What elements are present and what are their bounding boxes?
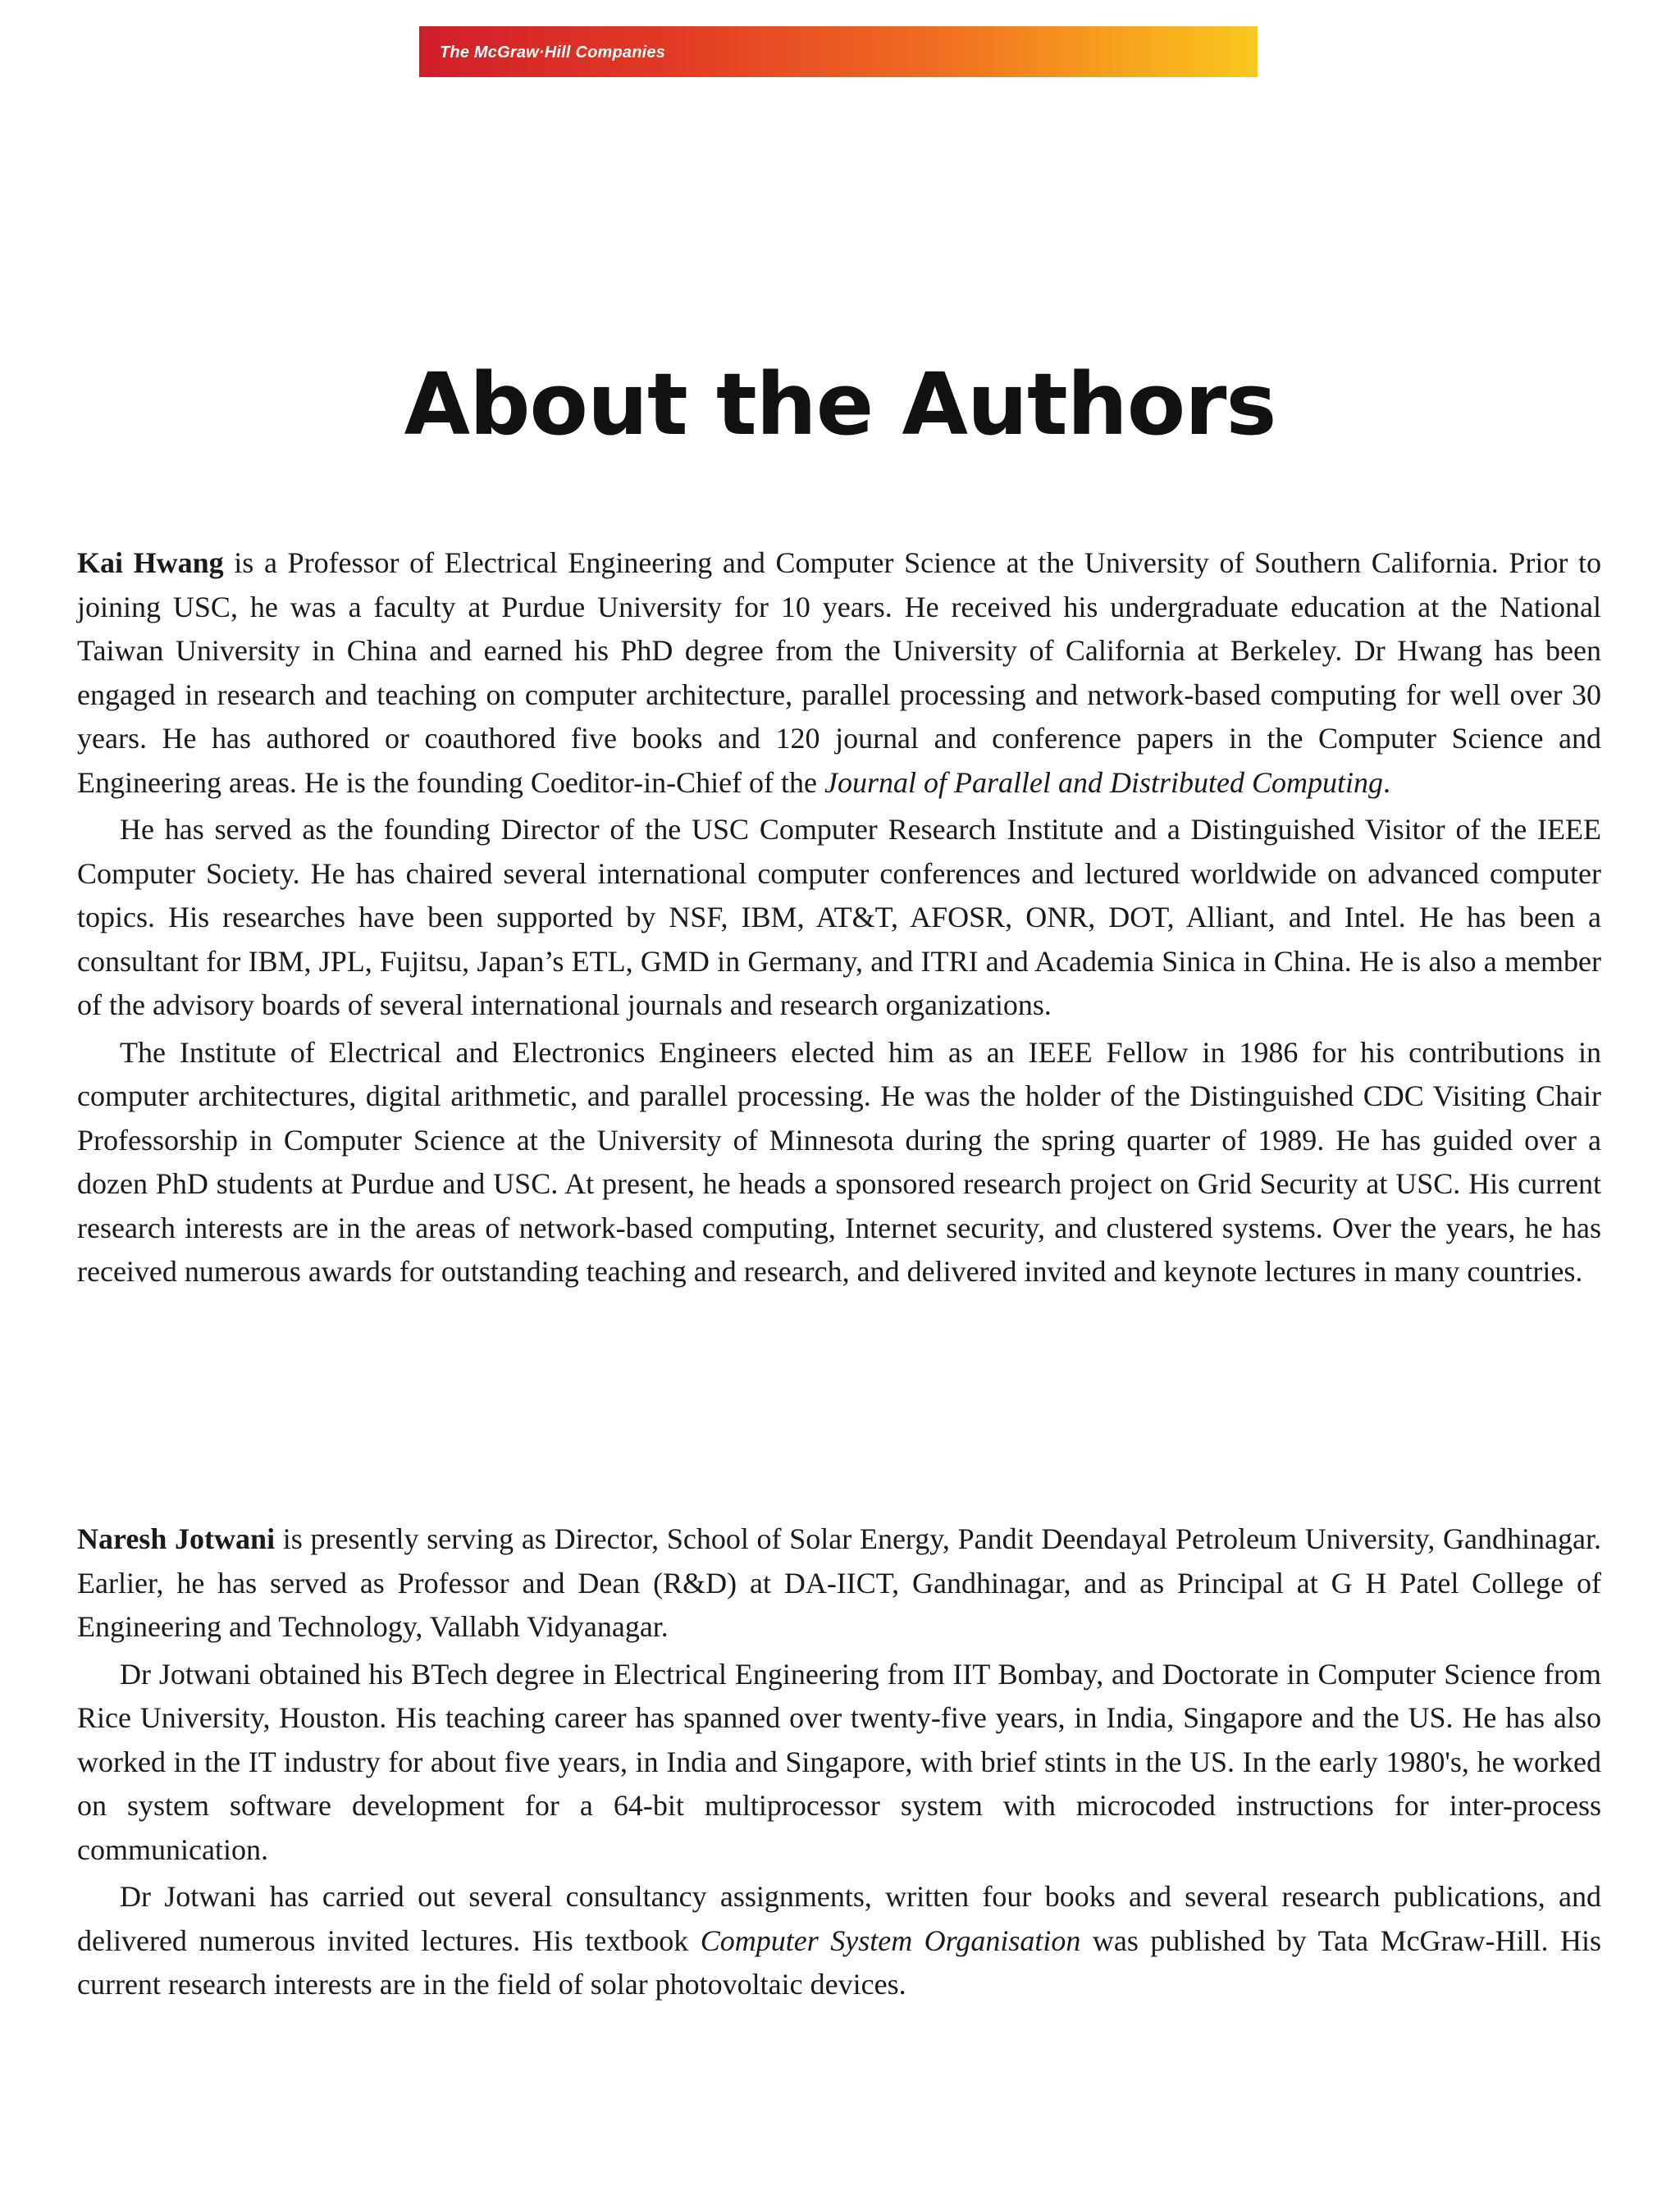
bio-paragraph: The Institute of Electrical and Electronics Engineers elected him as an IEEE Fellow in 1986 for his contributions in computer architectures, digital arithmetic, and parallel processing. He was the holder of the Distinguished CDC Visiting Chair Professorship in Computer Science at the University of Minnesota during the spring quarter of 1989. He has guided over a dozen PhD students at Purdue and USC. At present, he heads a sponsored research project on Grid Security at USC. His current research interests are in the areas of network-based computing, Internet security, and clustered systems. Over the years, he has received numerous awards for outstanding teaching and research, and delivered invited and keynote lectures in many countries. [77, 1035, 1601, 1288]
author-name: Kai Hwang [77, 546, 224, 579]
bio-text: . [1383, 765, 1391, 799]
bio-paragraph: Dr Jotwani obtained his BTech degree in Electrical Engineering from IIT Bombay, and Doctorate in Computer Science from Rice University, Houston. His teaching career has spanned over twenty-five years, in India, Singapore and the US. He has also worked in the IT industry for about five years, in India and Singapore, with brief stints in the US. In the early 1980's, he worked on system software development for a 64-bit multiprocessor system with microcoded instructions for inter-process communication. [77, 1657, 1601, 1866]
journal-title: Journal of Parallel and Distributed Computing [824, 765, 1384, 799]
bio-text: is a Professor of Electrical Engineering and Computer Science at the University of Southern California. Prior to joining USC, he was a faculty at Purdue University for 10 years. He received his undergraduate education at the National Taiwan University in China and earned his PhD degree from the University of California at Berkeley. Dr Hwang has been engaged in research and teaching on computer architecture, parallel processing and network-based computing for well over 30 years. He has authored or coauthored five books and 120 journal and conference papers in the Computer Science and Engineering areas. He is the founding Coeditor-in-Chief of the [77, 546, 1602, 799]
publisher-banner [419, 26, 1258, 77]
page-title: About the Authors [404, 354, 1276, 454]
author-bio-naresh-jotwani [77, 1517, 1601, 2010]
bio-text: is presently serving as Director, School of Solar Energy, Pandit Deendayal Petroleum University, Gandhinagar. Earlier, he has served as Professor and Dean (R&D) at DA-IICT, Gandhinagar, and as Principal at G H Patel College of Engineering and Technology, Vallabh Vidyanagar. [77, 1522, 1601, 1643]
bio-text: was published by Tata McGraw-Hill. His current research interests are in the field of solar photovoltaic devices. [77, 1923, 1602, 2001]
book-title: Computer System Organisation [700, 1923, 1081, 1957]
bio-text: Dr Jotwani has carried out several consultancy assignments, written four books and several research publications, and delivered numerous invited lectures. His textbook [77, 1880, 1601, 1957]
bio-paragraph: He has served as the founding Director of the USC Computer Research Institute and a Distinguished Visitor of the IEEE Computer Society. He has chaired several international computer conferences and lectured worldwide on advanced computer topics. His researches have been supported by NSF, IBM, AT&T, AFOSR, ONR, DOT, Alliant, and Intel. He has been a consultant for IBM, JPL, Fujitsu, Japan’s ETL, GMD in Germany, and ITRI and Academia Sinica in China. He is also a member of the advisory boards of several international journals and research organizations. [77, 813, 1601, 1021]
publisher-logo: The McGraw·Hill Companies [440, 43, 666, 62]
author-name: Naresh Jotwani [77, 1522, 276, 1555]
bio-paragraph [77, 541, 1601, 805]
bio-paragraph [77, 1517, 1601, 1650]
author-bio-kai-hwang [77, 541, 1601, 1298]
bio-paragraph [77, 1875, 1601, 2007]
